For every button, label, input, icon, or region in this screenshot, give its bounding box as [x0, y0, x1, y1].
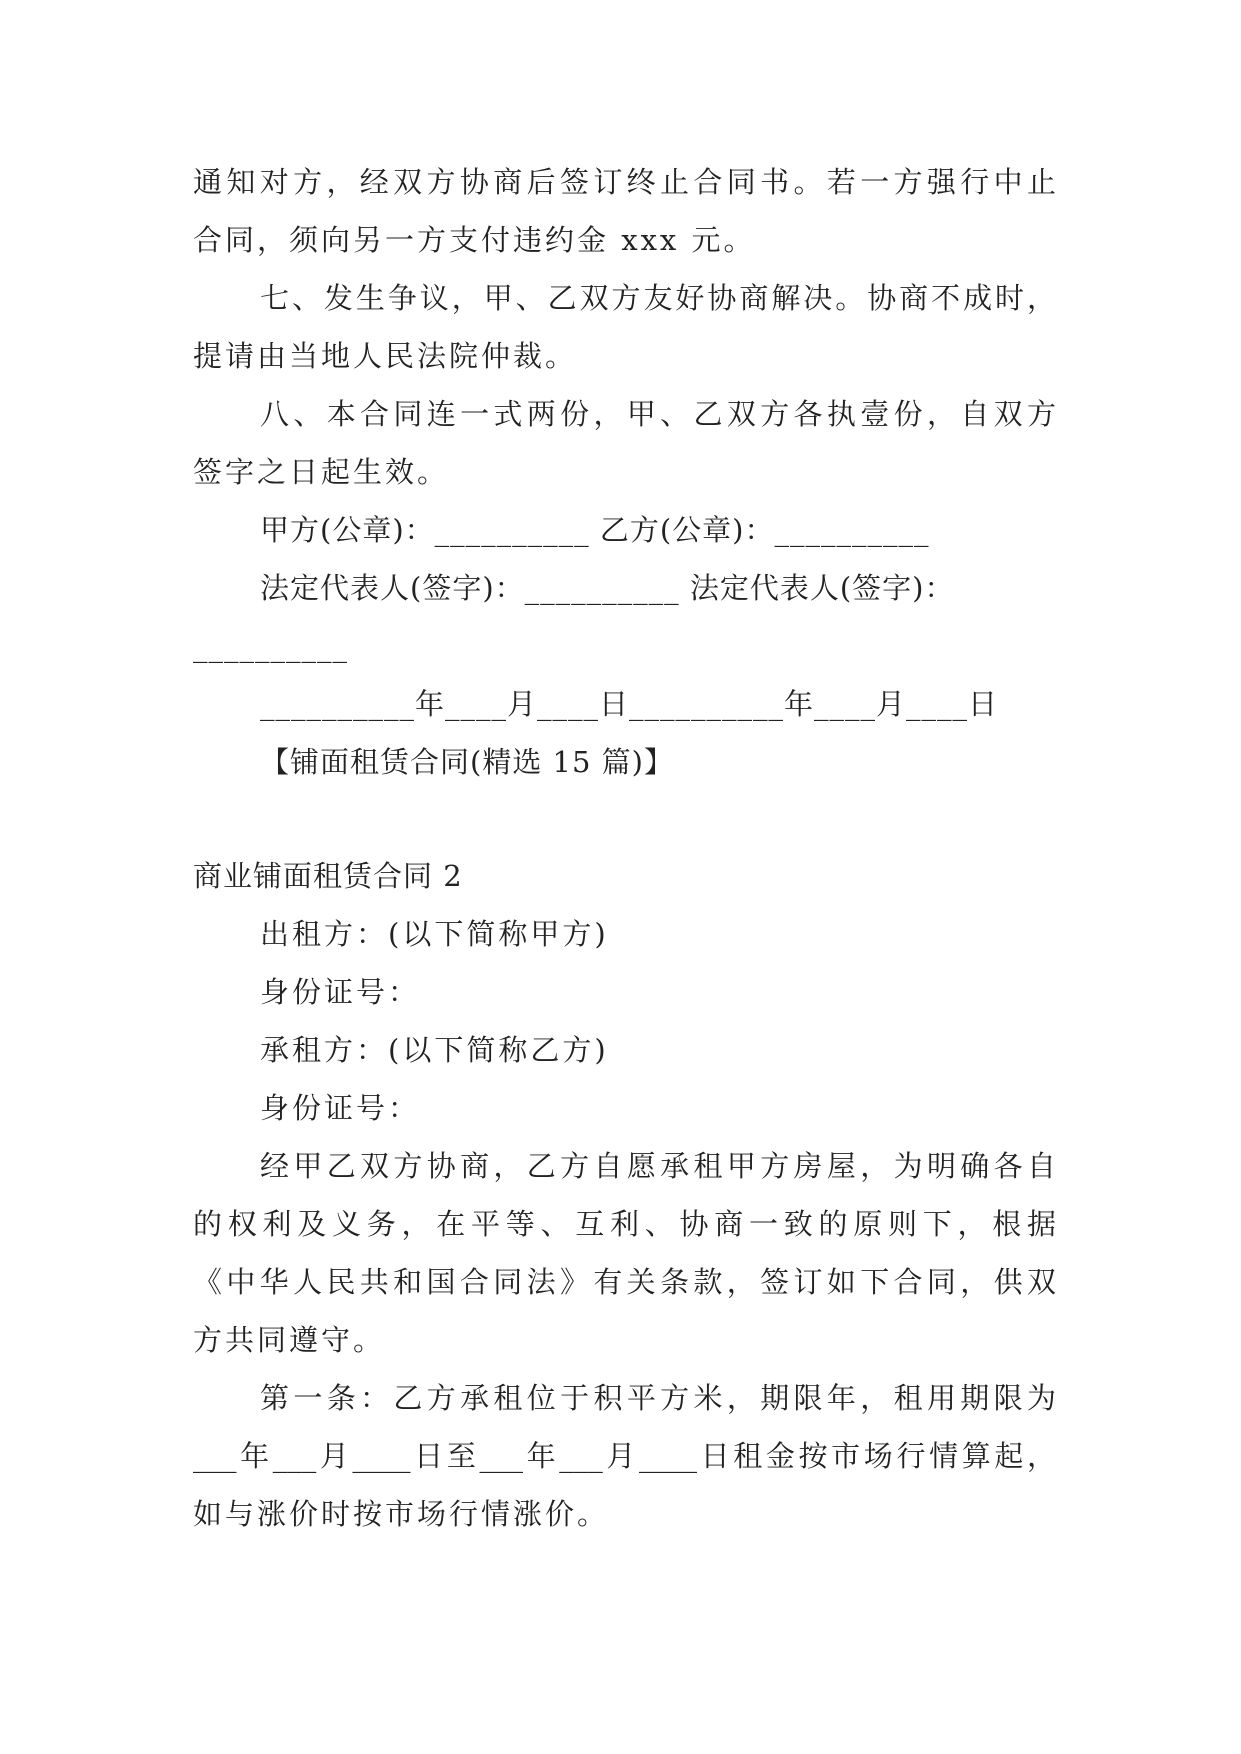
text-line: ___年___月____日至___年___月____日租金按市场行情算起，	[193, 1439, 1056, 1473]
lessor-id-line: 身份证号：	[260, 975, 421, 1009]
text-line: 如与涨价时按市场行情涨价。	[193, 1497, 610, 1531]
date-line: __________年____月____日__________年____月____日	[260, 687, 999, 721]
text-line: 的权利及义务，在平等、互利、协商一致的原则下，根据	[193, 1207, 1056, 1241]
text-line: 合同，须向另一方支付违约金 xxx 元。	[193, 223, 756, 257]
signature-line-seal: 甲方(公章)：__________ 乙方(公章)：__________	[260, 513, 930, 547]
text-line: 八、本合同连一式两份，甲、乙双方各执壹份，自双方	[260, 397, 1056, 431]
text-line: 《中华人民共和国合同法》有关条款，签订如下合同，供双	[193, 1265, 1056, 1299]
text-line: 通知对方，经双方协商后签订终止合同书。若一方强行中止	[193, 165, 1056, 199]
section-heading: 【铺面租赁合同(精选 15 篇)】	[260, 745, 674, 779]
signature-line-representative: 法定代表人(签字)：__________ 法定代表人(签字)：	[260, 571, 955, 605]
text-line: 提请由当地人民法院仲裁。	[193, 339, 578, 373]
signature-blank: __________	[193, 629, 348, 663]
lessor-line: 出租方：(以下简称甲方)	[260, 917, 609, 951]
lessee-id-line: 身份证号：	[260, 1091, 421, 1125]
text-line: 签字之日起生效。	[193, 455, 450, 489]
text-line: 方共同遵守。	[193, 1323, 386, 1357]
contract-title: 商业铺面租赁合同 2	[193, 859, 463, 893]
text-line: 七、发生争议，甲、乙双方友好协商解决。协商不成时，	[260, 281, 1056, 315]
lessee-line: 承租方：(以下简称乙方)	[260, 1033, 609, 1067]
text-line: 第一条：乙方承租位于积平方米，期限年，租用期限为	[260, 1381, 1056, 1415]
text-line: 经甲乙双方协商，乙方自愿承租甲方房屋，为明确各自	[260, 1149, 1056, 1183]
